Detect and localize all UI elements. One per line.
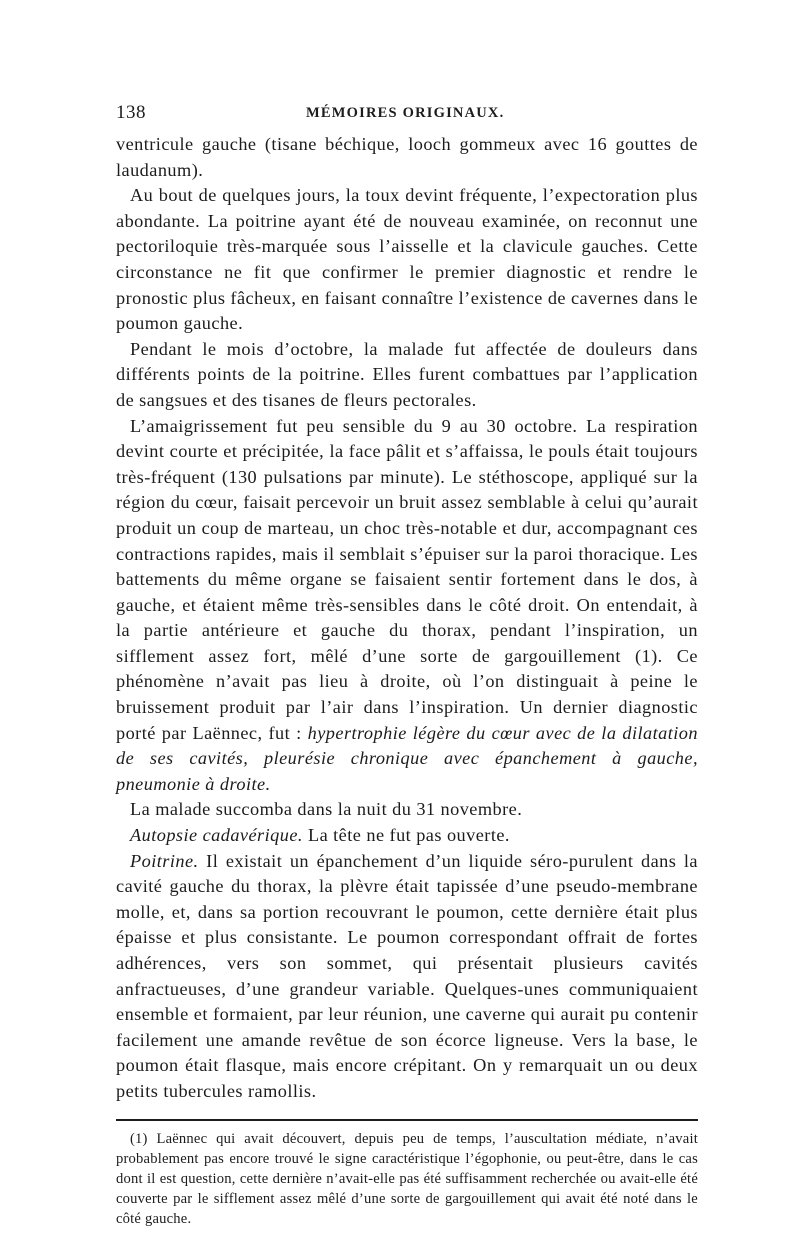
- paragraph-3: Pendant le mois d’octobre, la malade fut affectée de douleurs dans différents points de la poitrine. Elles furent combattues par l’application de sangsues et des tisanes de fleurs pectorales.: [116, 338, 698, 410]
- paragraph-1: ventricule gauche (tisane béchique, looch gommeux avec 16 gouttes de laudanum).: [116, 134, 698, 180]
- paragraph-4-text: L’amaigrissement fut peu sensible du 9 au 30 octobre. La respiration devint courte et précipitée, la face pâlit et s’affaissa, le pouls était toujours très-fréquent (130 pulsations par minute). Le stéthoscope, appliqué sur la région du cœur, faisait percevoir un bruit assez semblable à celui qu’aurait produit un coup de marteau, un choc très-notable et dur, accompagnant ces contractions rapides, mais il semblait s’épuiser sur la paroi thoracique. Les battements du même organe se faisaient sentir fortement dans le dos, à gauche, et étaient même très-sensibles dans le côté droit. On entendait, à la partie antérieure et gauche du thorax, pendant l’inspiration, un sifflement assez fort, mêlé d’une sorte de gargouillement (1). Ce phénomène n’avait pas lieu à droite, où l’on distinguait à peine le bruissement produit par l’air dans l’inspiration. Un dernier diagnostic porté par Laënnec, fut :: [116, 415, 698, 743]
- paragraph-4: [116, 414, 698, 798]
- page-number: 138: [116, 102, 146, 123]
- diagnosis-italic: hypertrophie légère du cœur avec de la dilatation de ses cavités, pleurésie chronique avec épanchement à gauche, pneumonie à droite.: [116, 722, 698, 794]
- chest-paragraph: [116, 849, 698, 1105]
- body-text: [116, 132, 698, 1105]
- autopsy-label: Autopsie cadavérique.: [130, 825, 303, 846]
- footnote-rule: [116, 1119, 698, 1121]
- chest-text: Il existait un épanchement d’un liquide séro-purulent dans la cavité gauche du thorax, la plèvre était tapissée d’une pseudo-membrane molle, et, dans sa portion recouvrant le poumon, cette dernière était plus épaisse et plus consistante. Le poumon correspondant offrait de fortes adhérences, vers son sommet, qui présentait plusieurs cavités anfractueuses, d’une grandeur variable. Quelques-unes communiquaient ensemble et formaient, par leur réunion, une caverne qui aurait pu contenir facilement une amande revêtue de son écorce ligneuse. Vers la base, le poumon était flasque, mais encore crépitant. On y remarquait un ou deux petits tubercules ramollis.: [116, 850, 698, 1101]
- chest-label: Poitrine.: [130, 850, 199, 871]
- autopsy-text: La tête ne fut pas ouverte.: [307, 825, 510, 846]
- book-page: [116, 96, 698, 1243]
- running-head: [116, 96, 698, 132]
- death-paragraph: La malade succomba dans la nuit du 31 novembre.: [130, 799, 523, 820]
- paragraph-2: Au bout de quelques jours, la toux devint fréquente, l’expectoration plus abondante. La poitrine ayant été de nouveau examinée, on reconnut une pectoriloquie très-marquée sous l’aisselle et la clavicule gauches. Cette circonstance ne fit que confirmer le premier diagnostic et rendre le pronostic plus fâcheux, en faisant connaître l’existence de cavernes dans le poumon gauche.: [116, 185, 698, 334]
- autopsy-paragraph: [116, 823, 698, 849]
- footnote: (1) Laënnec qui avait découvert, depuis peu de temps, l’auscultation médiate, n’avait probablement pas encore trouvé le signe caractéristique l’égophonie, ou peut-être, dans le cas dont il est question, cette dernière n’avait-elle pas été suffisamment recherchée ou avait-elle été couverte par le sifflement assez mêlé d’une sorte de gargouillement qui avait été noté dans le côté gauche.: [116, 1130, 698, 1227]
- running-title: MÉMOIRES ORIGINAUX.: [306, 105, 505, 121]
